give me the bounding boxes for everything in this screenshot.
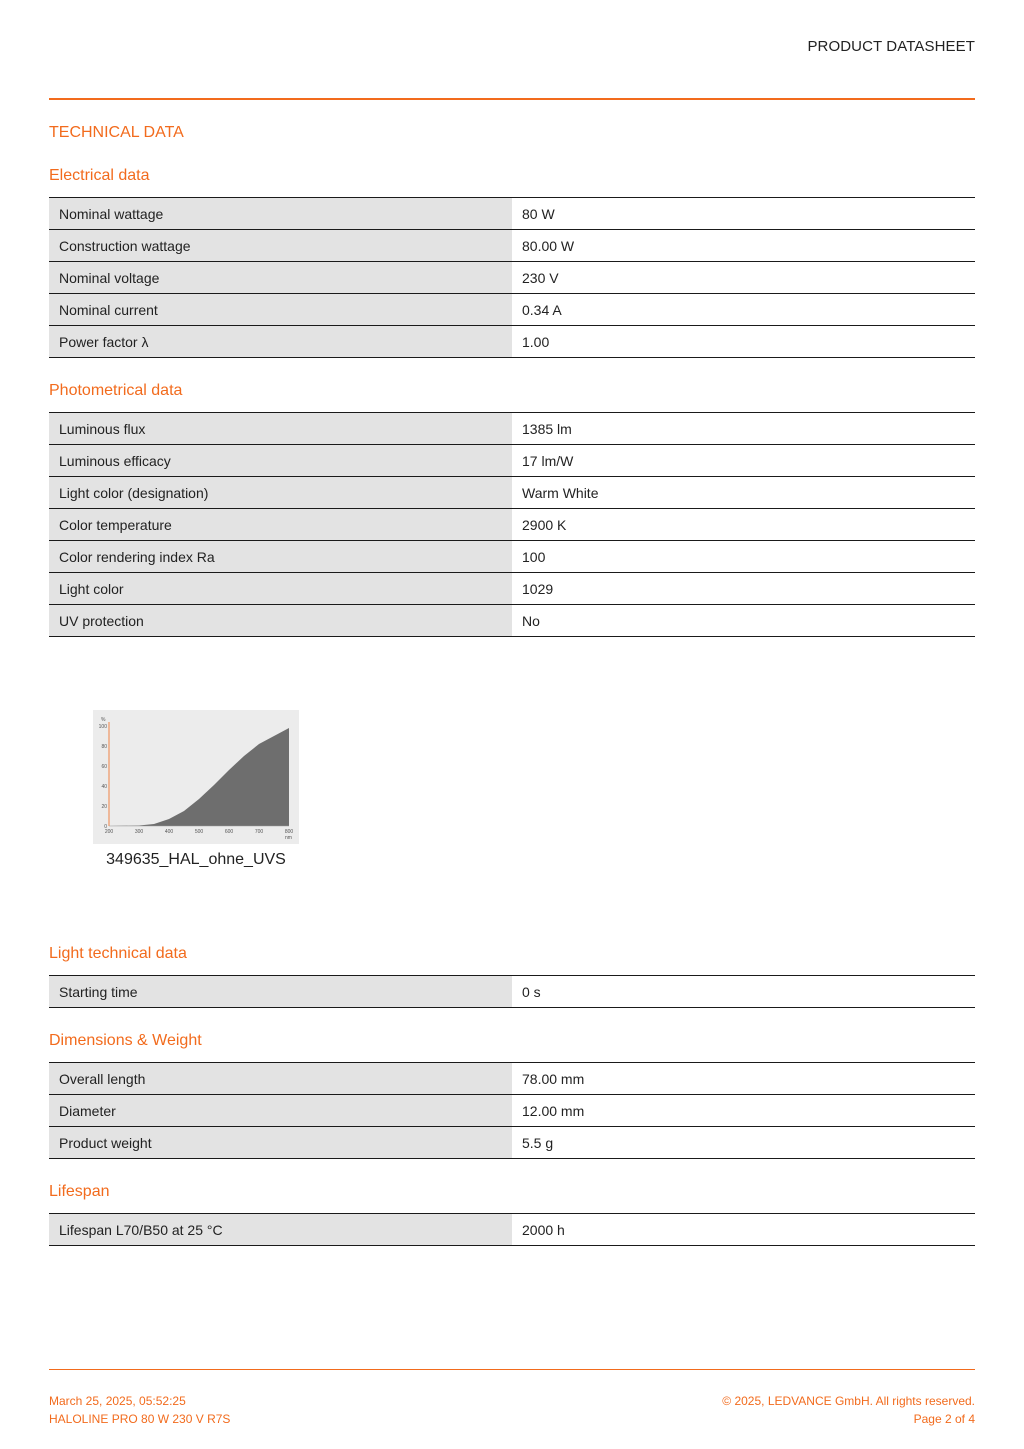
page-heading: TECHNICAL DATA	[49, 124, 184, 141]
spec-value: 0.34 A	[512, 294, 975, 326]
table-row	[49, 477, 975, 509]
table-row	[49, 1063, 975, 1095]
x-tick-label: 200	[104, 829, 114, 835]
spec-value: 1385 lm	[512, 413, 975, 445]
spec-label: Lifespan L70/B50 at 25 °C	[49, 1214, 512, 1246]
header-divider	[49, 98, 975, 100]
spec-value: 1029	[512, 573, 975, 605]
table-row	[49, 573, 975, 605]
spec-value: 2900 K	[512, 509, 975, 541]
spec-label: Power factor λ	[49, 326, 512, 358]
x-tick-label: 400	[164, 829, 174, 835]
x-tick-label: 300	[134, 829, 144, 835]
section-title-dimensions: Dimensions & Weight	[49, 1032, 202, 1049]
footer-page-number: Page 2 of 4	[913, 1412, 975, 1426]
table-row	[49, 413, 975, 445]
light-technical-data-table	[49, 975, 975, 1008]
table-row	[49, 541, 975, 573]
table-row	[49, 605, 975, 637]
spec-value: 230 V	[512, 262, 975, 294]
section-title-lifespan: Lifespan	[49, 1183, 110, 1200]
x-tick-label: 700	[254, 829, 264, 835]
spec-value: 78.00 mm	[512, 1063, 975, 1095]
spec-value: 1.00	[512, 326, 975, 358]
figure-caption: 349635_HAL_ohne_UVS	[106, 851, 286, 868]
y-tick-label: 100	[98, 723, 107, 730]
section-title-electrical: Electrical data	[49, 167, 150, 184]
footer-product-name: HALOLINE PRO 80 W 230 V R7S	[49, 1412, 231, 1426]
spec-value: Warm White	[512, 477, 975, 509]
spec-label: Light color	[49, 573, 512, 605]
footer-divider	[49, 1369, 975, 1370]
spec-label: Luminous efficacy	[49, 445, 512, 477]
photometrical-data-table	[49, 412, 975, 637]
spectral-distribution-figure	[93, 710, 299, 844]
spec-value: 80 W	[512, 198, 975, 230]
spec-value: 100	[512, 541, 975, 573]
table-row	[49, 1127, 975, 1159]
section-title-light-technical: Light technical data	[49, 945, 187, 962]
spec-value: No	[512, 605, 975, 637]
spec-label: Construction wattage	[49, 230, 512, 262]
spec-label: Nominal voltage	[49, 262, 512, 294]
spec-value: 80.00 W	[512, 230, 975, 262]
spec-value: 17 lm/W	[512, 445, 975, 477]
spec-value: 5.5 g	[512, 1127, 975, 1159]
table-row	[49, 198, 975, 230]
table-row	[49, 1095, 975, 1127]
figure-x-unit: nm	[285, 835, 292, 841]
spec-label: Diameter	[49, 1095, 512, 1127]
section-title-photometrical: Photometrical data	[49, 382, 183, 399]
spec-label: Nominal wattage	[49, 198, 512, 230]
y-tick-label: 0	[104, 823, 107, 830]
spec-label: Light color (designation)	[49, 477, 512, 509]
spec-value: 2000 h	[512, 1214, 975, 1246]
spec-label: Color rendering index Ra	[49, 541, 512, 573]
spec-label: Overall length	[49, 1063, 512, 1095]
y-tick-label: 40	[101, 783, 107, 790]
table-row	[49, 326, 975, 358]
y-tick-label: 20	[101, 803, 107, 810]
document-type-title: PRODUCT DATASHEET	[807, 38, 975, 55]
table-row	[49, 509, 975, 541]
x-tick-label: 600	[224, 829, 234, 835]
spec-label: Product weight	[49, 1127, 512, 1159]
spec-label: UV protection	[49, 605, 512, 637]
spec-label: Color temperature	[49, 509, 512, 541]
table-row	[49, 294, 975, 326]
lifespan-data-table	[49, 1213, 975, 1246]
spec-label: Nominal current	[49, 294, 512, 326]
table-row	[49, 976, 975, 1008]
electrical-data-table	[49, 197, 975, 358]
spec-value: 12.00 mm	[512, 1095, 975, 1127]
y-tick-label: 60	[101, 763, 107, 770]
table-row	[49, 445, 975, 477]
y-tick-label: 80	[101, 743, 107, 750]
x-tick-label: 800	[284, 829, 294, 835]
figure-y-unit: %	[101, 717, 106, 723]
spec-label: Luminous flux	[49, 413, 512, 445]
footer-timestamp: March 25, 2025, 05:52:25	[49, 1394, 186, 1408]
dimensions-data-table	[49, 1062, 975, 1159]
spec-label: Starting time	[49, 976, 512, 1008]
table-row	[49, 262, 975, 294]
footer-copyright: © 2025, LEDVANCE GmbH. All rights reserved.	[722, 1394, 975, 1408]
table-row	[49, 1214, 975, 1246]
spec-value: 0 s	[512, 976, 975, 1008]
table-row	[49, 230, 975, 262]
x-tick-label: 500	[194, 829, 204, 835]
